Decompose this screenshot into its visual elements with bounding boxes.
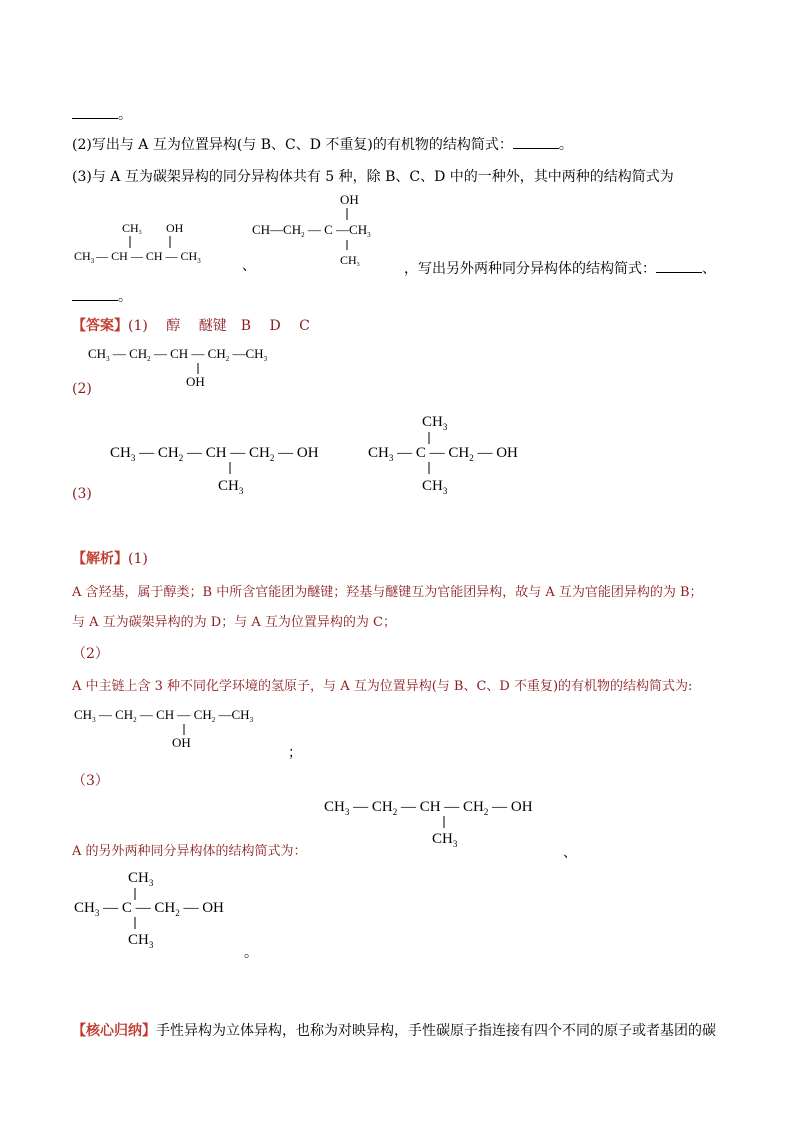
svg-text:CH3 — CH2 — CH — CH2 — OH: $CH_3$ — $CH_2$ — CH — $CH_2$ — OH: [324, 799, 533, 817]
analysis-p1-line2: 与 A 互为碳架异构的为 D；与 A 互为位置异构的为 C；: [72, 615, 396, 630]
answer-label-2: (2): [72, 381, 92, 397]
answer-blank: [72, 106, 118, 119]
answer-label-3: (3): [72, 486, 92, 502]
answer-blank: [72, 288, 118, 301]
answer-structure-3b: [366, 404, 546, 496]
question-3-tail: ，写出另外两种同分异构体的结构简式： 、: [404, 261, 716, 277]
answer-blank: [656, 260, 702, 273]
svg-text:CH3 — C — CH2 — OH: $CH_3$ — C — $CH_2$ — OH: [74, 900, 224, 918]
question-line-0: 。: [72, 104, 132, 124]
svg-text:CH3: $CH_3$: [432, 831, 458, 849]
svg-text:CH3— CH — CH — CH3: $CH_3$ — CH — CH — $CH_3$: [74, 249, 201, 265]
analysis-structure-2: [72, 702, 312, 752]
question-3: (3)与 A 互为碳架异构的同分异构体共有 5 种，除 B、C、D 中的一种外，其中两种的结构简式为: [72, 169, 674, 185]
core-summary: 【核心归纳】手性异构为立体异构，也称为对映异构，手性碳原子指连接有四个不同的原子或者基团的碳: [72, 1023, 716, 1039]
svg-text:OH: OH: [172, 735, 191, 750]
analysis-p3-end: 。: [244, 945, 258, 961]
analysis-p3-label: （3）: [72, 773, 109, 789]
answer-part-1: 【答案】(1) 醇 醚键 B D C: [72, 318, 310, 334]
analysis-p1-line1: A 含羟基，属于醇类；B 中所含官能团为醚键；羟基与醚键互为官能团异构，故与 A 互为官能团异构的为 B；: [72, 585, 703, 600]
analysis-p2-text: A 中主链上含 3 种不同化学环境的氢原子，与 A 互为位置异构(与 B、C、D 不重复)的有机物的结构简式为:: [72, 679, 693, 694]
svg-text:CH3: $CH_3$: [128, 870, 154, 888]
question-separator: 、: [242, 258, 256, 274]
svg-text:OH: OH: [186, 374, 205, 389]
svg-text:CH3: $CH_3$: [422, 478, 448, 496]
svg-text:OH: OH: [340, 192, 359, 207]
analysis-structure-3a: [322, 788, 567, 850]
svg-text:CH3 — CH2 — CH — CH2 —CH3: $CH_3$ — $CH_2$ — CH — $CH_2$ $—CH_3$: [88, 346, 268, 363]
svg-text:CH3 — CH2 — CH — CH2 —CH3: $CH_3$ — $CH_2$ — CH — $CH_2$ $—CH_3$: [74, 707, 254, 724]
analysis-p3-text: A 的另外两种同分异构体的结构简式为：: [72, 844, 307, 859]
question-structure-1: [70, 214, 250, 270]
analysis-p3-separator: 、: [563, 845, 577, 861]
answer-structure-3a: [108, 430, 353, 496]
analysis-header: 【解析】(1): [72, 551, 148, 567]
svg-text:CH3: CH3: [122, 221, 142, 236]
svg-text:CH3: $CH_3$: [218, 478, 244, 496]
answer-structure-2: [86, 340, 326, 390]
svg-text:CH3: CH3: [340, 253, 360, 268]
svg-text:OH: OH: [166, 221, 184, 235]
analysis-structure-3b: [72, 860, 252, 950]
analysis-p2-label: （2）: [72, 646, 109, 662]
svg-text:CH3 — C — CH2 — OH: $CH_3$ — C — $CH_2$ — OH: [368, 445, 518, 463]
svg-text:CH3: $CH_3$: [128, 932, 154, 950]
question-2: (2)写出与 A 互为位置异构(与 B、C、D 不重复)的有机物的结构简式： 。: [72, 137, 573, 153]
analysis-p2-semicolon: ；: [288, 745, 302, 761]
question-structure-2: [250, 188, 420, 270]
svg-text:CH3: $CH_3$: [422, 414, 448, 432]
question-last-line: 。: [72, 286, 132, 306]
svg-text:CH3 — CH2 — CH — CH2 — OH: $CH_3$ — $CH_2$ — CH — $CH_2$ — OH: [110, 445, 319, 463]
svg-text:CH—CH2 — C —CH3: $CH—CH_2$ — C $—CH_3$: [252, 222, 371, 239]
answer-blank: [513, 136, 559, 149]
